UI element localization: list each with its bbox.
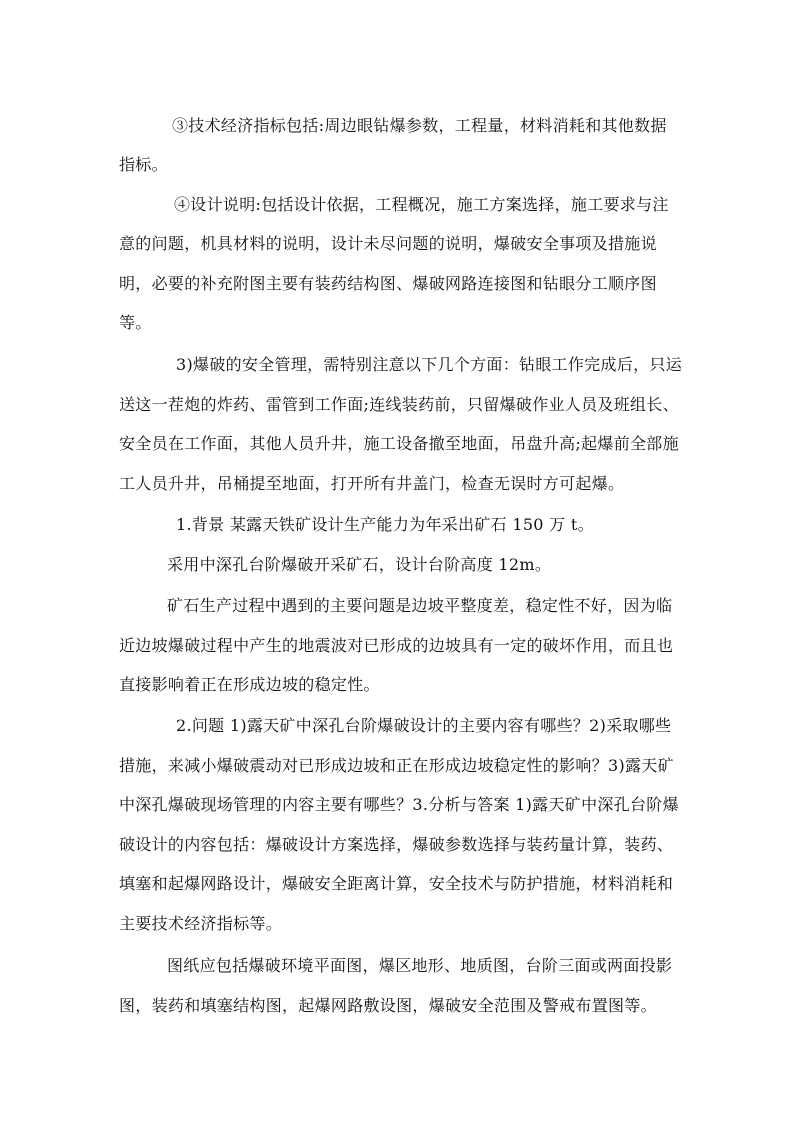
- paragraph-8-line-1: 图纸应包括爆破环境平面图，爆区地形、地质图，台阶三面或两面投影: [167, 956, 673, 975]
- paragraph-1-line-2: 指标。: [119, 155, 168, 174]
- paragraph-7-line-4: 破设计的内容包括：爆破设计方案选择，爆破参数选择与装药量计算，装药、: [119, 835, 674, 854]
- paragraph-3-line-2: 送这一茬炮的炸药、雷管到工作面;连线装药前，只留爆破作业人员及班组长、: [119, 395, 679, 414]
- paragraph-1-line-1: ③技术经济指标包括:周边眼钻爆参数，工程量，材料消耗和其他数据: [172, 116, 667, 135]
- paragraph-6-line-3: 直接影响着正在形成边坡的稳定性。: [119, 675, 380, 694]
- paragraph-6-line-1: 矿石生产过程中遇到的主要问题是边坡平整度差，稳定性不好，因为临: [167, 596, 673, 615]
- paragraph-3-line-1: 3)爆破的安全管理，需特别注意以下几个方面：钻眼工作完成后，只运: [176, 355, 683, 374]
- paragraph-7-line-1: 2.问题 1)露天矿中深孔台阶爆破设计的主要内容有哪些？2)采取哪些: [176, 716, 672, 735]
- paragraph-3-line-3: 安全员在工作面，其他人员升井，施工设备撤至地面，吊盘升高;起爆前全部施: [119, 434, 679, 453]
- paragraph-2-line-1: ④设计说明:包括设计依据，工程概况，施工方案选择，施工要求与注: [174, 195, 669, 214]
- paragraph-7-line-2: 措施，来减小爆破震动对已形成边坡和正在形成边坡稳定性的影响？3)露天矿: [119, 756, 674, 775]
- paragraph-7-line-6: 主要技术经济指标等。: [119, 914, 283, 933]
- paragraph-3-line-4: 工人员升井，吊桶提至地面，打开所有井盖门，检查无误时方可起爆。: [119, 474, 625, 493]
- paragraph-2-line-2: 意的问题，机具材料的说明，设计未尽问题的说明，爆破安全事项及措施说: [119, 234, 657, 253]
- paragraph-2-line-3: 明，必要的补充附图主要有装药结构图、爆破网路连接图和钻眼分工顺序图: [119, 274, 657, 293]
- paragraph-5-line-1: 采用中深孔台阶爆破开采矿石，设计台阶高度 12m。: [167, 555, 552, 574]
- paragraph-8-line-2: 图，装药和填塞结构图，起爆网路敷设图，爆破安全范围及警戒布置图等。: [119, 996, 657, 1015]
- paragraph-7-line-5: 填塞和起爆网路设计，爆破安全距离计算，安全技术与防护措施，材料消耗和: [119, 874, 674, 893]
- paragraph-6-line-2: 近边坡爆破过程中产生的地震波对已形成的边坡具有一定的破坏作用，而且也: [119, 636, 674, 655]
- paragraph-4-line-1: 1.背景 某露天铁矿设计生产能力为年采出矿石 150 万 t。: [176, 515, 594, 534]
- paragraph-7-line-3: 中深孔爆破现场管理的内容主要有哪些？3.分析与答案 1)露天矿中深孔台阶爆: [119, 795, 679, 814]
- paragraph-2-line-4: 等。: [119, 313, 152, 332]
